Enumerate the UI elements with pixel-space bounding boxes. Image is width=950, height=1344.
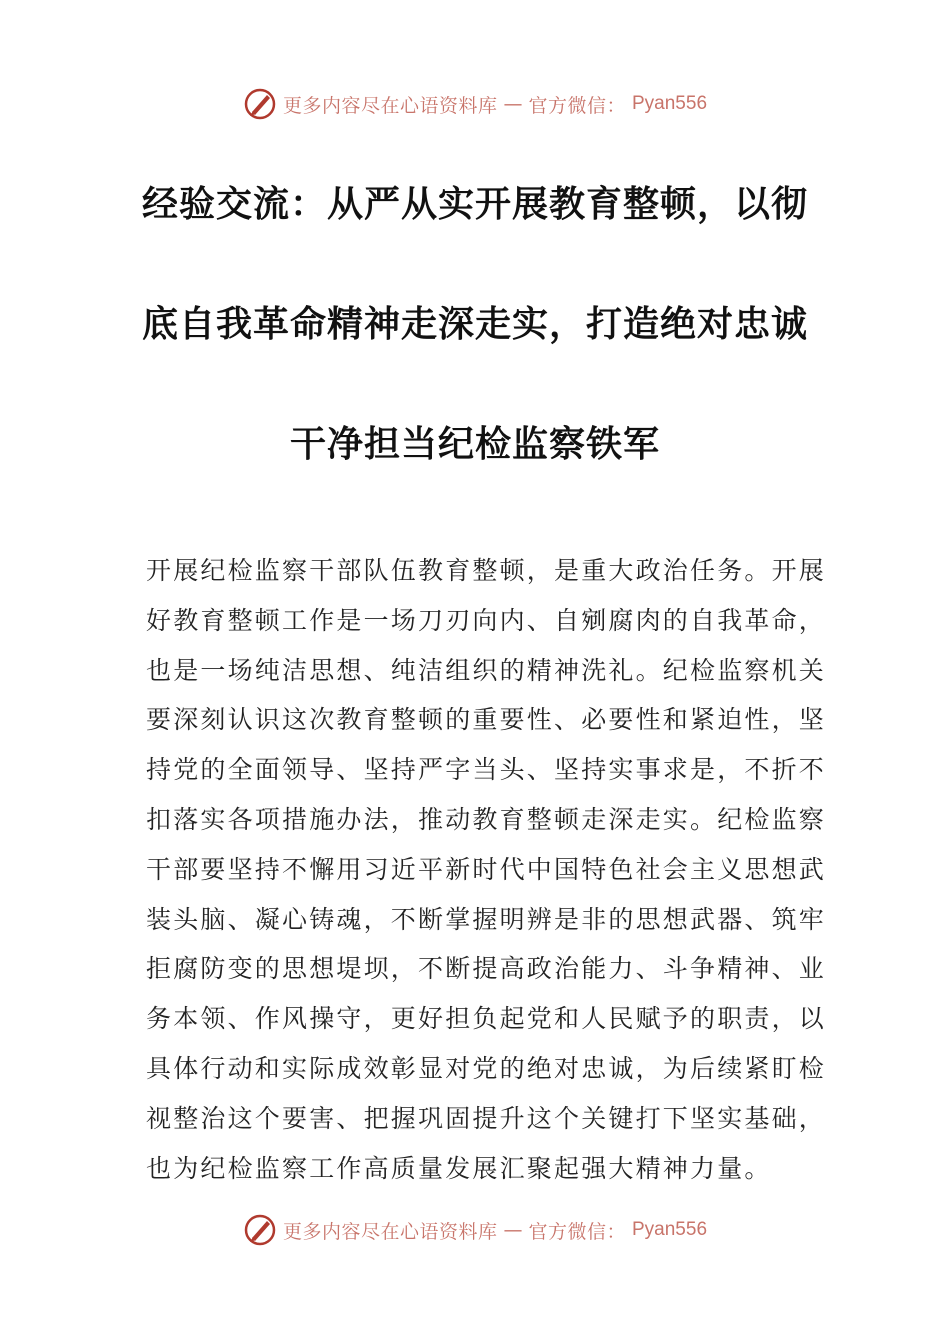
watermark-wechat-label: 官方微信： <box>528 1220 626 1243</box>
pen-circle-icon <box>243 1213 277 1247</box>
watermark-site-text: 更多内容尽在心语资料库 <box>282 1220 498 1243</box>
watermark-wechat-label: 官方微信： <box>528 94 626 117</box>
header-watermark <box>0 84 950 124</box>
body-paragraph <box>146 546 827 1193</box>
watermark-wechat-id: Pyan556 <box>632 1219 708 1240</box>
watermark-separator: — <box>503 1219 523 1241</box>
body-line: 要深刻认识这次教育整顿的重要性、必要性和紧迫性，坚 <box>146 705 827 735</box>
body-line: 好教育整顿工作是一场刀刃向内、自剜腐肉的自我革命， <box>146 605 827 635</box>
body-line: 干部要坚持不懈用习近平新时代中国特色社会主义思想武 <box>146 854 827 884</box>
watermark-site-text: 更多内容尽在心语资料库 <box>282 94 498 117</box>
body-line: 开展纪检监察干部队伍教育整顿，是重大政治任务。开展 <box>146 556 827 585</box>
body-line: 也是一场纯洁思想、纯洁组织的精神洗礼。纪检监察机关 <box>146 655 827 685</box>
body-line: 具体行动和实际成效彰显对党的绝对忠诚，为后续紧盯检 <box>146 1053 827 1083</box>
body-line: 装头脑、凝心铸魂，不断掌握明辨是非的思想武器、筑牢 <box>146 904 827 934</box>
body-line: 持党的全面领导、坚持严字当头、坚持实事求是，不折不 <box>146 755 827 785</box>
pen-circle-icon <box>243 87 277 121</box>
footer-watermark <box>0 1210 950 1250</box>
body-line: 拒腐防变的思想堤坝，不断提高政治能力、斗争精神、业 <box>146 954 827 984</box>
body-line: 务本领、作风操守，更好担负起党和人民赋予的职责，以 <box>146 1004 827 1034</box>
body-line: 扣落实各项措施办法，推动教育整顿走深走实。纪检监察 <box>146 804 827 834</box>
title-line-1: 经验交流：从严从实开展教育整顿，以彻 <box>141 184 808 225</box>
title-line-2: 底自我革命精神走深走实，打造绝对忠诚 <box>141 304 808 345</box>
watermark-separator: — <box>503 93 523 115</box>
title-line-3: 干净担当纪检监察铁军 <box>289 424 660 465</box>
body-line: 视整治这个要害、把握巩固提升这个关键打下坚实基础， <box>146 1103 827 1133</box>
watermark-wechat-id: Pyan556 <box>632 93 708 114</box>
body-line: 也为纪检监察工作高质量发展汇聚起强大精神力量。 <box>146 1153 772 1183</box>
